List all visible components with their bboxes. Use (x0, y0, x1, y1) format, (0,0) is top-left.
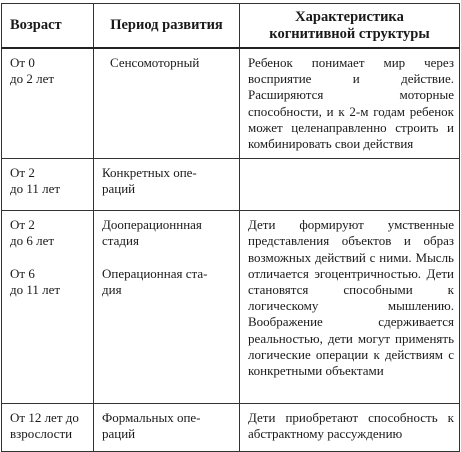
header-characteristic-line1: Характеристика (295, 8, 404, 25)
description-cell: Дети формируют умственные представления объектов и образ возможных действий с ними. Мысль отличается эгоцентричностью. Дети становятся способными к логическому мышлению. Воображение сдерживается реальностью, дети могут применять логические операции к действиям с конкретными объектами (240, 211, 460, 404)
description-cell: Ребенок понимает мир через восприятие и действие. Расширяются моторные способности, и к 2-м годам ребенок может целенаправленно строить и комбинировать свои действия (240, 48, 460, 159)
description-cell (240, 159, 460, 211)
header-characteristic (240, 4, 460, 49)
age-cell: От 2 до 11 лет (2, 159, 94, 211)
table-row (2, 48, 460, 159)
period-cell: Конкретных опе- раций (94, 159, 240, 211)
header-period: Период развития (94, 4, 240, 49)
header-age: Возраст (2, 4, 94, 49)
description-cell: Дети приобретают способность к абстрактному рассуждению (240, 404, 460, 452)
age-cell: От 12 лет до взрослости (2, 404, 94, 452)
period-cell: Формальных опе- раций (94, 404, 240, 452)
age-cell: От 0 до 2 лет (2, 48, 94, 159)
cognitive-development-table (1, 3, 460, 452)
table-row (2, 211, 460, 404)
age-cell: От 2 до 6 лет От 6 до 11 лет (2, 211, 94, 404)
table-row (2, 159, 460, 211)
period-cell: Сенсомоторный (94, 48, 240, 159)
period-cell: Дооперационнная стадия Операционная ста- дия (94, 211, 240, 404)
table-row (2, 404, 460, 452)
header-characteristic-line2: когнитивной структуры (269, 25, 430, 42)
header-row (2, 4, 460, 49)
